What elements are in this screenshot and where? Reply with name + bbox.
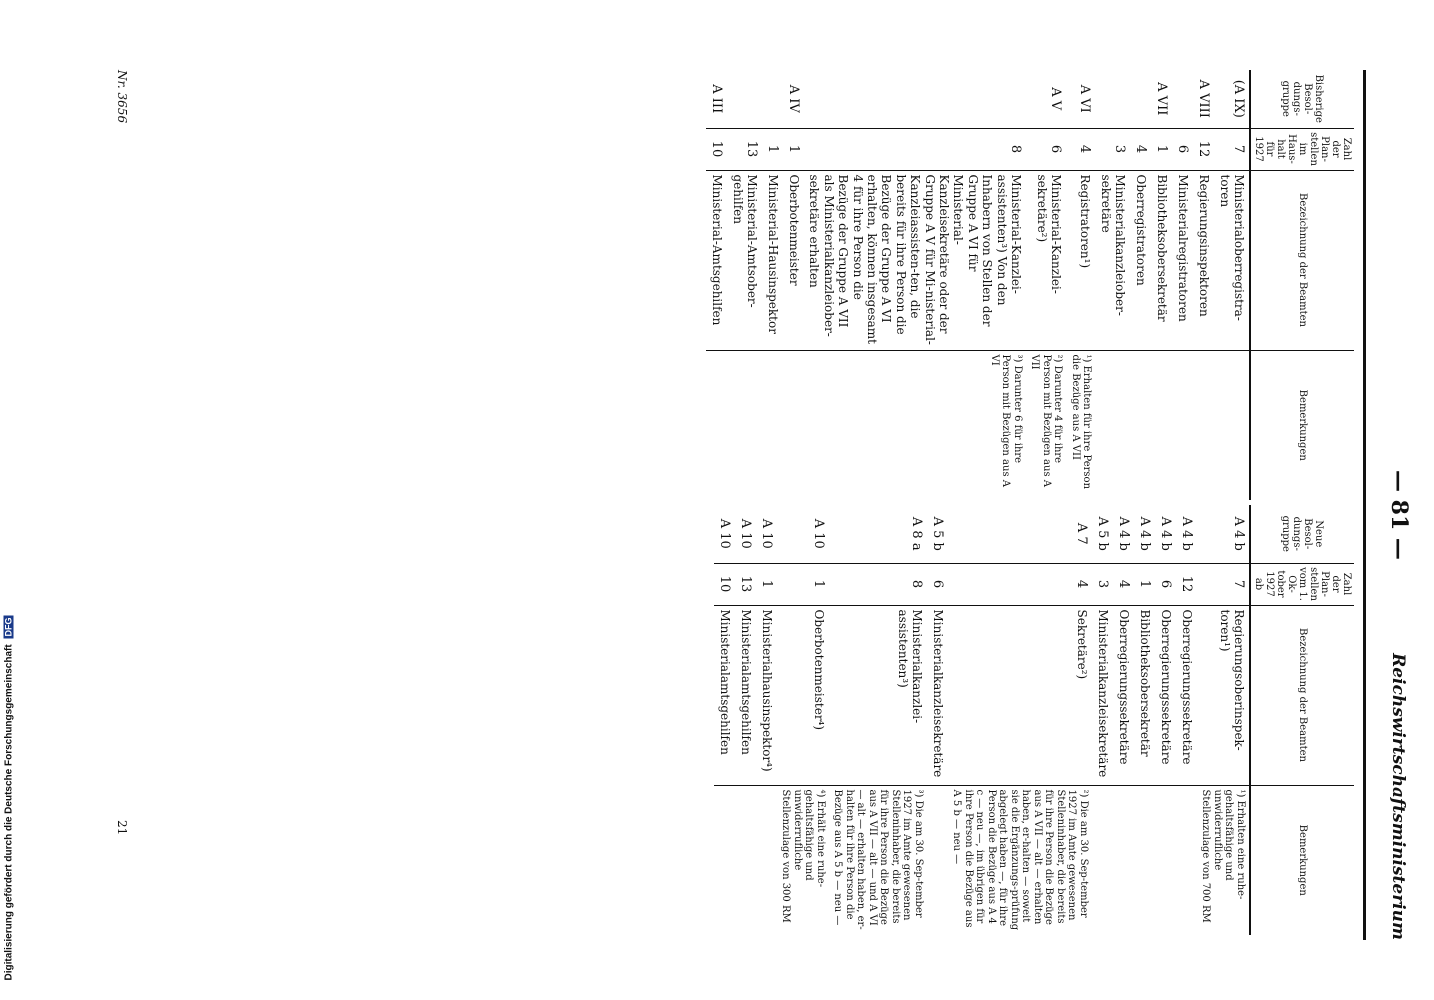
group-cell: A VI xyxy=(1066,70,1095,128)
new-table xyxy=(714,505,1354,935)
digitization-credit xyxy=(0,600,18,1000)
group-cell: A 4 b xyxy=(1134,505,1155,563)
table-row xyxy=(1066,70,1095,500)
remark-cell xyxy=(1113,785,1134,935)
count-cell: 4 xyxy=(1113,563,1134,605)
title-cell: Ministerial-Kanzlei-sekretäre²) xyxy=(1026,170,1067,350)
remark-cell: ¹) Erhalten für ihre Person die Bezüge aus A VII xyxy=(1069,354,1093,490)
count-cell: 6 xyxy=(1026,128,1067,170)
group-cell xyxy=(1172,70,1193,128)
remark-cell xyxy=(1172,350,1193,500)
remark-cell: ²) Die am 30. Sep-tember 1927 im Amte gewesenen Stelleninhaber, die bereits für ihre Person die Bezüge aus A VII — alt — erhalten haben, er-halten — soweit sie die Ergänzungs-prüfung abgelegt haben —, für ihre Person die Bezüge aus A 4 c — neu —, im übrigen für ihre Person die Bezüge aus A 5 b — neu — xyxy=(951,789,1089,931)
title-cell: Regierungsinspektoren xyxy=(1193,170,1214,350)
title-cell: Bibliotheksobersekretär xyxy=(1134,605,1155,785)
remark-cell xyxy=(927,785,948,935)
count-cell: 4 xyxy=(1130,128,1151,170)
group-cell: A 10 xyxy=(735,505,756,563)
remark-cell xyxy=(762,350,783,500)
table-row xyxy=(777,505,829,935)
table-row xyxy=(706,70,727,500)
title-cell: Oberbotenmeister⁴) xyxy=(777,605,829,785)
title-cell: Ministerial-Hausinspektor xyxy=(762,170,783,350)
table-row xyxy=(1134,505,1155,935)
ministry-title: Reichswirtschaftsministerium xyxy=(1388,653,1408,940)
table-row xyxy=(1130,70,1151,500)
title-cell: Oberregierungssekretäre xyxy=(1176,605,1197,785)
count-cell: 7 xyxy=(1197,563,1250,605)
col-new-group: Neue Besol-dungs-gruppe xyxy=(1250,505,1354,563)
count-cell: 13 xyxy=(735,563,756,605)
title-cell: Registratoren¹) xyxy=(1066,170,1095,350)
remark-cell xyxy=(783,350,804,500)
title-cell: Bibliotheksobersekretär xyxy=(1151,170,1172,350)
group-cell xyxy=(1130,70,1151,128)
count-cell: 4 xyxy=(1066,128,1095,170)
remark-cell: ²) Darunter 4 für ihre Person mit Bezügen aus A VII xyxy=(1029,354,1064,487)
group-cell: A III xyxy=(706,70,727,128)
title-cell: Ministerialkanzlei-assistenten³) xyxy=(829,605,927,785)
table-row xyxy=(1197,505,1250,935)
group-cell: A 7 xyxy=(948,505,1092,563)
table-row xyxy=(1092,505,1113,935)
count-cell: 10 xyxy=(714,563,735,605)
table-row xyxy=(1193,70,1214,500)
group-cell: A 4 b xyxy=(1197,505,1250,563)
group-cell: A 4 b xyxy=(1113,505,1134,563)
group-cell xyxy=(727,70,762,128)
count-cell: 12 xyxy=(1176,563,1197,605)
table-row xyxy=(948,505,1092,935)
remark-cell: ⁴) Erhält eine ruhe-gehaltsfähige und unwiderrufliche Stellenzulage von 300 RM xyxy=(780,789,826,923)
dfg-logo: DFG xyxy=(3,617,14,637)
count-cell: 8 xyxy=(804,128,1026,170)
count-cell: 12 xyxy=(1193,128,1214,170)
group-cell: A V xyxy=(1026,70,1067,128)
table-row xyxy=(927,505,948,935)
group-cell: A IV xyxy=(783,70,804,128)
count-cell: 1 xyxy=(756,563,777,605)
count-cell: 1 xyxy=(1151,128,1172,170)
page-number: — 81 — xyxy=(1386,470,1412,560)
remark-cell: ³) Die am 30. Sep-tember 1927 im Amte gewesenen Stelleninhaber, die bereits für ihre Person die Bezüge aus A VII — alt — und A VI — alt — erhalten haben, er-halten für ihre Person die Bezüge aus A 5 b — neu — xyxy=(832,789,924,930)
table-row xyxy=(783,70,804,500)
remark-cell xyxy=(1214,350,1250,500)
old-table xyxy=(706,70,1354,500)
col-old-group: Bisherige Besol-dungs-gruppe xyxy=(1250,70,1354,128)
group-cell: A 8 a xyxy=(829,505,927,563)
title-cell: Ministerialamtsgehilfen xyxy=(735,605,756,785)
count-cell: 6 xyxy=(1155,563,1176,605)
group-cell: (A IX) xyxy=(1214,70,1250,128)
group-cell: A 10 xyxy=(756,505,777,563)
col-title-left: Bezeichnung der Beamten xyxy=(1250,170,1354,350)
group-cell xyxy=(762,70,783,128)
table-row xyxy=(1214,70,1250,500)
remark-cell xyxy=(706,350,727,500)
remark-cell: ³) Darunter 6 für ihre Person mit Bezügen aus A VI xyxy=(988,354,1023,487)
table-row xyxy=(1176,505,1197,935)
table-row xyxy=(1151,70,1172,500)
count-cell: 6 xyxy=(1172,128,1193,170)
count-cell: 4 xyxy=(948,563,1092,605)
title-cell: Ministerialkanzleiober-sekretäre xyxy=(1095,170,1130,350)
digitization-text: Digitalisierung gefördert durch die Deutsche Forschungsgemeinschaft xyxy=(3,644,15,981)
count-cell: 1 xyxy=(783,128,804,170)
group-cell: A 5 b xyxy=(927,505,948,563)
table-row xyxy=(714,505,735,935)
remark-cell xyxy=(1092,785,1113,935)
title-cell: Ministerialkanzleisekretäre xyxy=(1092,605,1113,785)
title-cell: Regierungsoberinspek-toren¹) xyxy=(1197,605,1250,785)
remark-cell xyxy=(1151,350,1172,500)
col-remarks-left: Bemerkungen xyxy=(1250,350,1354,500)
count-cell: 10 xyxy=(706,128,727,170)
header-rule xyxy=(1363,70,1366,940)
table-row xyxy=(1026,70,1067,500)
title-cell: Oberbotenmeister xyxy=(783,170,804,350)
title-cell: Sekretäre²) xyxy=(948,605,1092,785)
count-cell: 6 xyxy=(927,563,948,605)
table-row xyxy=(1155,505,1176,935)
count-cell: 3 xyxy=(1095,128,1130,170)
count-cell: 3 xyxy=(1092,563,1113,605)
sheet-number: 21 xyxy=(115,820,129,836)
col-count-new: Zahl der Plan-stellen vom 1. Ok-tober 1927 ab xyxy=(1250,563,1354,605)
count-cell: 8 xyxy=(829,563,927,605)
group-cell xyxy=(1095,70,1130,128)
remark-cell: ¹) Erhalten eine ruhe-gehaltsfähige und unwiderrufliche Stellenzulage von 700 RM xyxy=(1200,789,1246,923)
title-cell: Ministerial-Kanzlei-assistenten³) Von den Inhabern von Stellen der Gruppe A VI für Ministerial-Kanzleisekretäre oder der Gruppe A V für Mi-nisterial-Kanzleiassisten-ten, die bereits für ihre Person die Bezüge der Gruppe A VI erhalten, können insgesamt 4 für ihre Person die Bezüge der Gruppe A VII als Ministerialkanzleiober-sekretäre erhalten xyxy=(804,170,1026,350)
count-cell: 1 xyxy=(1134,563,1155,605)
table-row xyxy=(1113,505,1134,935)
group-cell: A 10 xyxy=(714,505,735,563)
remark-cell xyxy=(756,785,777,935)
doc-number: Nr. 3656 xyxy=(115,70,129,124)
title-cell: Ministerialhausinspektor⁴) xyxy=(756,605,777,785)
remark-cell xyxy=(1155,785,1176,935)
table-row xyxy=(804,70,1026,500)
table-row xyxy=(1172,70,1193,500)
group-cell: A 10 xyxy=(777,505,829,563)
table-row xyxy=(735,505,756,935)
col-count-1927: Zahl der Plan-stellen im Haus-halt für 1927 xyxy=(1250,128,1354,170)
col-title-right: Bezeichnung der Beamten xyxy=(1250,605,1354,785)
group-cell: A 4 b xyxy=(1155,505,1176,563)
remark-cell xyxy=(1193,350,1214,500)
title-cell: Ministerial-Amtsober-gehilfen xyxy=(727,170,762,350)
title-cell: Oberregierungssekretäre xyxy=(1113,605,1134,785)
table-row xyxy=(762,70,783,500)
remark-cell xyxy=(727,350,762,500)
remark-cell xyxy=(1134,785,1155,935)
remark-cell xyxy=(714,785,735,935)
group-cell: A VII xyxy=(1151,70,1172,128)
remark-cell xyxy=(1176,785,1197,935)
table-row xyxy=(756,505,777,935)
page-header xyxy=(1366,0,1426,1000)
title-cell: Ministerialamtsgehilfen xyxy=(714,605,735,785)
table-row xyxy=(1095,70,1130,500)
group-cell: A 4 b xyxy=(1176,505,1197,563)
table-row xyxy=(829,505,927,935)
group-cell: A VIII xyxy=(1193,70,1214,128)
count-cell: 13 xyxy=(727,128,762,170)
count-cell: 1 xyxy=(777,563,829,605)
group-cell xyxy=(804,70,1026,128)
title-cell: Oberregistratoren xyxy=(1130,170,1151,350)
title-cell: Ministerial-Amtsgehilfen xyxy=(706,170,727,350)
count-cell: 7 xyxy=(1214,128,1250,170)
title-cell: Ministerialoberregistra-toren xyxy=(1214,170,1250,350)
col-remarks-right: Bemerkungen xyxy=(1250,785,1354,935)
count-cell: 1 xyxy=(762,128,783,170)
remark-cell xyxy=(1095,350,1130,500)
title-cell: Oberregierungssekretäre xyxy=(1155,605,1176,785)
table-row xyxy=(727,70,762,500)
group-cell: A 5 b xyxy=(1092,505,1113,563)
title-cell: Ministerialkanzleisekretäre xyxy=(927,605,948,785)
remark-cell xyxy=(1130,350,1151,500)
title-cell: Ministerialregistratoren xyxy=(1172,170,1193,350)
remark-cell xyxy=(735,785,756,935)
